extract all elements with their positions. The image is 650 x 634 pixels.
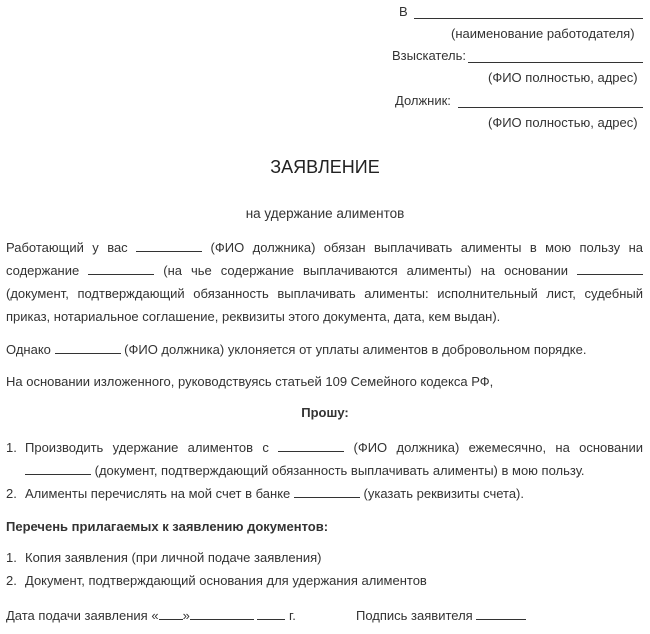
debtor-line [458, 106, 643, 108]
signature-blank [476, 618, 526, 620]
day-blank [159, 618, 183, 620]
paragraph-legal-basis: На основании изложенного, руководствуясь статьей 109 Семейного кодекса РФ, [6, 374, 494, 389]
employer-caption: (наименование работодателя) [451, 26, 635, 41]
para1-line4: приказ, нотариальное соглашение, реквизиты этого документа, дата, кем выдан). [6, 309, 501, 324]
attachment-1: Копия заявления (при личной подаче заявления) [25, 550, 322, 565]
claimant-label: Взыскатель: [392, 48, 466, 63]
attachments-heading: Перечень прилагаемых к заявлению документов: [6, 519, 329, 534]
attachment-2: Документ, подтверждающий основания для удержания алиментов [25, 573, 427, 588]
para1-line2: содержание (на чье содержание выплачиваются алименты) на основании [6, 259, 643, 282]
bank-account-blank [294, 496, 360, 498]
para1-line1: Работающий у вас (ФИО должника) обязан выплачивать алименты в мою пользу на [6, 240, 643, 255]
document-title: ЗАЯВЛЕНИЕ [270, 157, 380, 177]
employer-line [414, 17, 643, 19]
document-subtitle: на удержание алиментов [245, 206, 405, 221]
signature: Подпись заявителя [356, 604, 526, 627]
evasion-debtor-blank [55, 352, 121, 354]
request-heading: Прошу: [301, 405, 349, 420]
request-item-2: Алименты перечислять на мой счет в банке (указать реквизиты счета). [25, 486, 524, 501]
debtor-caption: (ФИО полностью, адрес) [488, 115, 638, 130]
attachment-1-num: 1. [6, 550, 17, 565]
claimant-caption: (ФИО полностью, адрес) [488, 70, 638, 85]
request-item-1-line1: Производить удержание алиментов с (ФИО должника) ежемесячно, на основании [25, 440, 643, 455]
request-document-blank [25, 473, 91, 475]
to-prefix: В [399, 4, 408, 19]
paragraph-evasion: Однако (ФИО должника) уклоняется от уплаты алиментов в добровольном порядке. [6, 342, 587, 357]
debtor-label: Должник: [395, 93, 451, 108]
request-debtor-blank [278, 450, 344, 452]
request-item-1-line2: (документ, подтверждающий обязанность выплачивать алименты) в мою пользу. [25, 459, 585, 482]
basis-blank [577, 273, 643, 275]
attachment-2-num: 2. [6, 573, 17, 588]
request-item-2-num: 2. [6, 486, 17, 501]
submission-date: Дата подачи заявления « » г. [6, 608, 296, 623]
beneficiary-blank [88, 273, 154, 275]
month-blank [190, 618, 254, 620]
year-blank [257, 618, 285, 620]
request-item-1-num: 1. [6, 440, 17, 455]
claimant-line [468, 61, 643, 63]
debtor-name-blank [136, 250, 202, 252]
para1-line3: (документ, подтверждающий обязанность выплачивать алименты: исполнительный лист, судебный [6, 286, 643, 301]
